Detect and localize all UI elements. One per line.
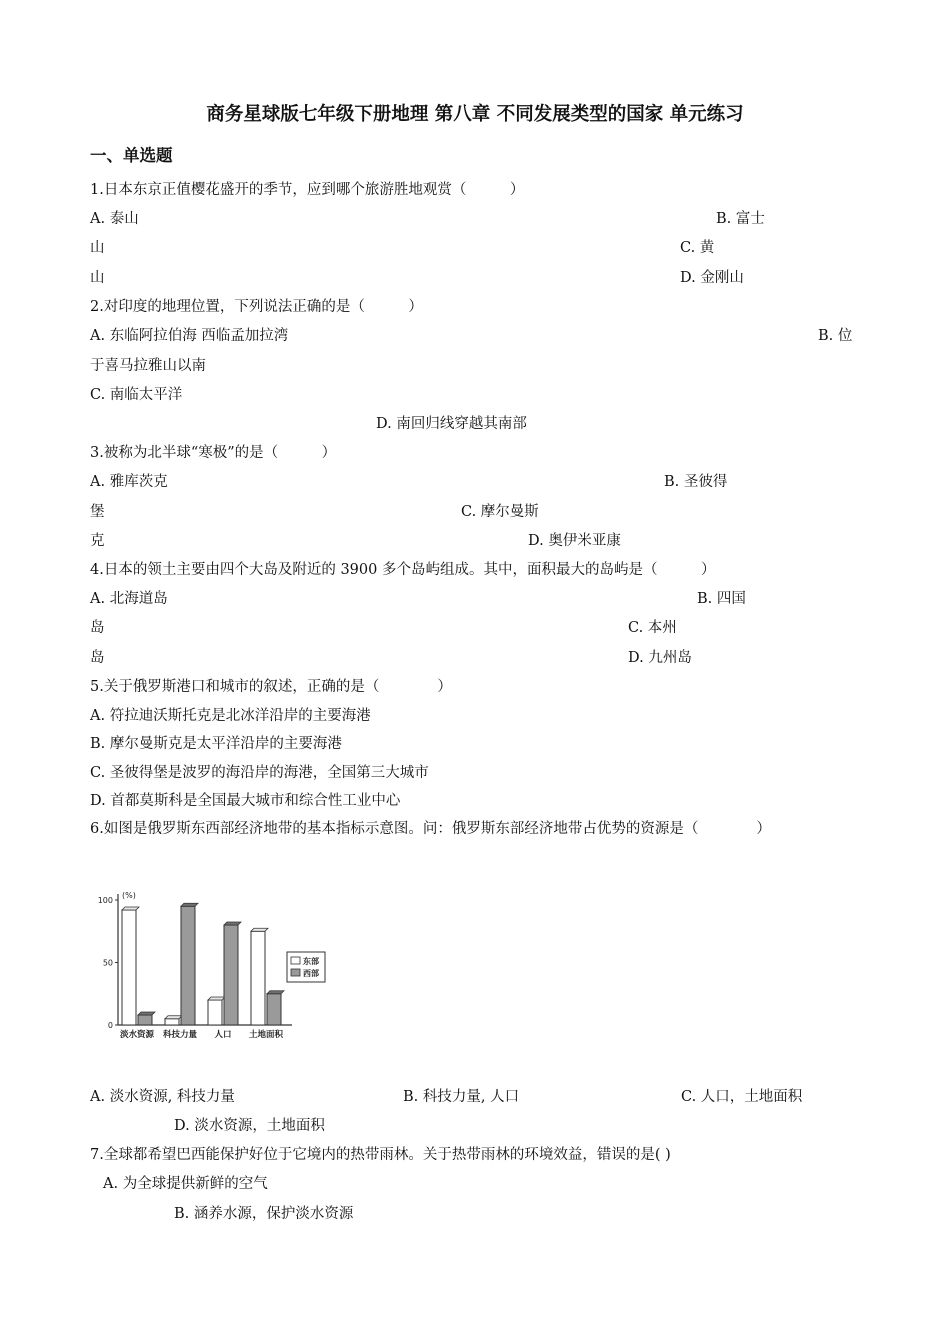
bar-east <box>165 1019 179 1025</box>
q3-option-a[interactable]: A. 雅库茨克 <box>90 474 168 490</box>
legend-swatch <box>291 969 300 976</box>
question-3-stem: 3.被称为北半球“寒极”的是（ ） <box>90 445 337 461</box>
y-tick-label: 50 <box>102 958 113 968</box>
q4-option-a[interactable]: A. 北海道岛 <box>90 591 168 607</box>
y-tick-label: 0 <box>107 1021 113 1030</box>
bar-west <box>224 925 238 1025</box>
bar-east <box>122 910 136 1025</box>
q1-option-b[interactable]: B. 富士 <box>716 211 765 227</box>
bar-west <box>138 1015 152 1025</box>
q2-option-d[interactable]: D. 南回归线穿越其南部 <box>376 416 527 432</box>
bar-top <box>208 997 225 1000</box>
q2-option-b[interactable]: B. 位 <box>818 328 853 344</box>
q6-option-c[interactable]: C. 人口，土地面积 <box>681 1089 803 1105</box>
q1-option-d[interactable]: D. 金刚山 <box>680 270 744 286</box>
bar-west <box>267 994 281 1025</box>
q5-option-a[interactable]: A. 符拉迪沃斯托克是北冰洋沿岸的主要海港 <box>90 708 371 724</box>
q3-option-b[interactable]: B. 圣彼得 <box>664 474 728 490</box>
bar-west <box>181 906 195 1025</box>
category-label: 人口 <box>214 1030 232 1040</box>
category-label: 科技力量 <box>162 1030 198 1040</box>
legend-label: 东部 <box>303 957 319 966</box>
bar-east <box>251 931 265 1025</box>
q2-option-a[interactable]: A. 东临阿拉伯海 西临孟加拉湾 <box>90 328 289 344</box>
q1-option-b-wrap: 山 <box>90 240 105 256</box>
q2-option-c[interactable]: C. 南临太平洋 <box>90 387 183 403</box>
bar-top <box>165 1016 182 1019</box>
question-5-stem: 5.关于俄罗斯港口和城市的叙述，正确的是（ ） <box>90 679 452 695</box>
q3-option-b-wrap: 堡 <box>90 504 105 520</box>
bar-east <box>208 1000 222 1025</box>
q5-option-d[interactable]: D. 首都莫斯科是全国最大城市和综合性工业中心 <box>90 793 401 809</box>
q2-option-b-wrap: 于喜马拉雅山以南 <box>90 358 206 374</box>
category-label: 淡水资源 <box>119 1030 155 1040</box>
q1-option-c-wrap: 山 <box>90 270 105 286</box>
q4-option-b-wrap: 岛 <box>90 620 105 636</box>
q4-option-b[interactable]: B. 四国 <box>697 591 746 607</box>
q5-option-b[interactable]: B. 摩尔曼斯克是太平洋沿岸的主要海港 <box>90 736 342 752</box>
q6-option-b[interactable]: B. 科技力量, 人口 <box>403 1089 520 1105</box>
y-tick-label: 100 <box>97 896 113 905</box>
q6-option-d[interactable]: D. 淡水资源，土地面积 <box>174 1118 325 1134</box>
page-title: 商务星球版七年级下册地理 第八章 不同发展类型的国家 单元练习 <box>206 104 744 125</box>
category-label: 土地面积 <box>248 1030 284 1040</box>
question-2-stem: 2.对印度的地理位置，下列说法正确的是（ ） <box>90 299 423 315</box>
q6-option-a[interactable]: A. 淡水资源, 科技力量 <box>90 1089 235 1105</box>
y-axis-label: (%) <box>122 891 136 900</box>
q3-option-c[interactable]: C. 摩尔曼斯 <box>461 504 539 520</box>
legend-swatch <box>291 957 300 964</box>
question-1-stem: 1.日本东京正值樱花盛开的季节，应到哪个旅游胜地观赏（ ） <box>90 182 525 198</box>
bar-top <box>251 928 268 931</box>
q1-option-a[interactable]: A. 泰山 <box>90 211 139 227</box>
q4-option-d[interactable]: D. 九州岛 <box>628 650 692 666</box>
question-6-stem: 6.如图是俄罗斯东西部经济地带的基本指标示意图。问：俄罗斯东部经济地带占优势的资源是（ ） <box>90 821 771 837</box>
q1-option-c[interactable]: C. 黄 <box>680 240 715 256</box>
question-7-stem: 7.全球都希望巴西能保护好位于它境内的热带雨林。关于热带雨林的环境效益，错误的是( ) <box>90 1147 671 1163</box>
q3-option-d[interactable]: D. 奥伊米亚康 <box>528 533 621 549</box>
q4-option-c[interactable]: C. 本州 <box>628 620 677 636</box>
legend-label: 西部 <box>303 969 319 978</box>
section-heading: 一、单选题 <box>90 146 173 165</box>
q7-option-b[interactable]: B. 涵养水源，保护淡水资源 <box>174 1206 354 1222</box>
q7-option-a[interactable]: A. 为全球提供新鲜的空气 <box>103 1176 268 1192</box>
q4-option-c-wrap: 岛 <box>90 650 105 666</box>
q3-option-c-wrap: 克 <box>90 533 105 549</box>
bar-top <box>181 903 198 906</box>
bar-top <box>138 1012 155 1015</box>
question-4-stem: 4.日本的领土主要由四个大岛及附近的 3900 多个岛屿组成。其中，面积最大的岛屿是（ ） <box>90 562 716 578</box>
bar-top <box>224 922 241 925</box>
bar-top <box>267 991 284 994</box>
bar-top <box>122 907 139 910</box>
q5-option-c[interactable]: C. 圣彼得堡是波罗的海沿岸的海港，全国第三大城市 <box>90 765 429 781</box>
bar-chart <box>92 880 342 1050</box>
